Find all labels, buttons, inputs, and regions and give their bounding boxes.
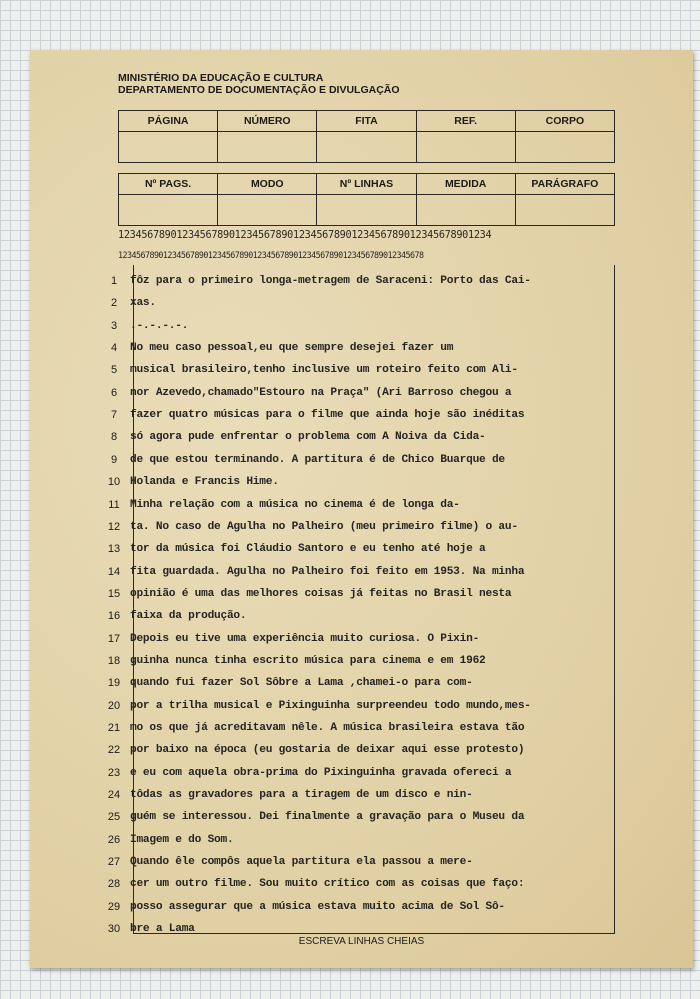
line-number: 19 <box>107 677 121 690</box>
line-number: 24 <box>107 789 121 802</box>
field-fita <box>317 132 416 163</box>
label-corpo: CORPO <box>515 111 614 132</box>
typed-line: ta. No caso de Agulha no Palheiro (meu primeiro filme) o au- <box>130 520 518 533</box>
typed-line: por baixo na época (eu gostaria de deixar aqui esse protesto) <box>130 744 525 757</box>
field-num-pags <box>119 195 218 226</box>
typed-line: guinha nunca tinha escrito música para cinema e em 1962 <box>130 654 486 667</box>
typed-line: tôdas as gravadores para a tiragem de um disco e nin- <box>130 789 473 802</box>
label-numero: NÚMERO <box>218 111 317 132</box>
line-number: 11 <box>108 498 120 511</box>
line-number: 17 <box>107 632 121 645</box>
field-medida <box>416 195 515 226</box>
typed-line: .-.-.-.-. <box>130 319 189 332</box>
line-number: 12 <box>107 520 121 533</box>
typed-line: posso assegurar que a música estava muito acima de Sol Sô- <box>130 900 505 913</box>
form-table-bottom <box>118 173 615 226</box>
label-medida: MEDIDA <box>416 174 515 195</box>
line-number: 23 <box>107 766 121 779</box>
line-number: 10 <box>107 476 121 489</box>
field-num-linhas <box>317 195 416 226</box>
typed-line: Quando êle compôs aquela partitura ela passou a mere- <box>130 856 473 869</box>
typed-line: de que estou terminando. A partitura é de Chico Buarque de <box>130 453 505 466</box>
department-name: DEPARTAMENTO DE DOCUMENTAÇÃO E DIVULGAÇÃO <box>118 84 400 96</box>
label-ref: REF. <box>416 111 515 132</box>
typed-line: Minha relação com a música no cinema é de longa da- <box>130 498 460 511</box>
line-number: 6 <box>110 386 118 399</box>
typed-line: Holanda e Francis Hime. <box>130 476 279 489</box>
typed-line: mo os que já acreditavam nêle. A música brasileira estava tão <box>130 722 525 734</box>
typed-line: No meu caso pessoal,eu que sempre desejei fazer um <box>130 342 454 355</box>
typed-line: e eu com aquela obra-prima do Pixinguinha gravada ofereci a <box>130 766 512 779</box>
typed-line: fazer quatro músicas para o filme que ainda hoje são inéditas <box>130 409 525 422</box>
line-number: 27 <box>107 856 121 869</box>
line-number: 13 <box>107 543 121 556</box>
typed-line: opinião é uma das melhores coisas já feitas no Brasil nesta <box>130 587 512 600</box>
field-numero <box>218 132 317 163</box>
label-paragrafo: PARÁGRAFO <box>515 174 614 195</box>
line-number: 2 <box>110 297 118 310</box>
line-number: 5 <box>110 364 118 377</box>
typed-line: só agora pude enfrentar o problema com A Noiva da Cida- <box>130 431 486 444</box>
line-number: 4 <box>110 342 118 355</box>
line-number: 30 <box>107 923 121 936</box>
label-modo: MODO <box>218 174 317 195</box>
typed-line: Depois eu tive uma experiência muito curiosa. O Pixin- <box>130 632 480 645</box>
line-number: 15 <box>107 587 121 600</box>
field-ref <box>416 132 515 163</box>
column-ruler-bottom: 12345678901234567890123456789012345678901234567890123456789012345678 <box>118 250 424 260</box>
typed-line: guém se interessou. Dei finalmente a gravação para o Museu da <box>130 811 525 824</box>
line-number: 25 <box>107 811 121 824</box>
typed-line: bre a Lama <box>130 923 195 936</box>
typed-line: fita guardada. Agulha no Palheiro foi feito em 1953. Na minha <box>130 565 525 578</box>
line-number: 21 <box>107 722 121 734</box>
line-number: 3 <box>110 319 118 332</box>
typed-line: faixa da produção. <box>130 610 247 623</box>
typed-line: Imagem e do Som. <box>130 833 234 846</box>
field-pagina <box>119 132 218 163</box>
label-num-pags: Nº PAGS. <box>119 174 218 195</box>
line-number: 9 <box>110 453 118 466</box>
typed-line: musical brasileiro,tenho inclusive um roteiro feito com Ali- <box>130 364 518 377</box>
typed-line: por a trilha musical e Pixinguinha surpreendeu todo mundo,mes- <box>130 699 531 712</box>
ministry-name: MINISTÉRIO DA EDUCAÇÃO E CULTURA <box>118 72 324 84</box>
typed-line: xas. <box>130 297 156 310</box>
typed-line: cer um outro filme. Sou muito crítico com as coisas que faço: <box>130 878 525 891</box>
typed-line: nor Azevedo,chamado"Estouro na Praça" (Ari Barroso chegou a <box>130 386 512 399</box>
label-fita: FITA <box>317 111 416 132</box>
line-number: 29 <box>107 900 121 913</box>
typed-line: tor da música foi Cláudio Santoro e eu tenho até hoje a <box>130 543 486 556</box>
line-number: 22 <box>107 744 121 757</box>
document-page <box>30 50 693 968</box>
typed-line: quando fui fazer Sol Sôbre a Lama ,chamei-o para com- <box>130 677 473 690</box>
line-number: 7 <box>110 409 118 422</box>
column-ruler-top: 1234567890123456789012345678901234567890123456789012345678901234 <box>118 230 492 241</box>
label-pagina: PÁGINA <box>119 111 218 132</box>
line-number: 1 <box>110 275 118 287</box>
line-number: 14 <box>107 565 121 578</box>
line-number: 8 <box>110 431 118 444</box>
field-corpo <box>515 132 614 163</box>
line-number: 20 <box>107 699 121 712</box>
typed-line: fôz para o primeiro longa-metragem de Saraceni: Porto das Cai- <box>130 275 531 287</box>
line-number: 18 <box>107 654 121 667</box>
letterhead <box>118 72 400 96</box>
line-number: 16 <box>107 610 121 623</box>
form-table-top <box>118 110 615 163</box>
field-modo <box>218 195 317 226</box>
footer-instruction: ESCREVA LINHAS CHEIAS <box>298 936 425 947</box>
line-number: 26 <box>107 833 121 846</box>
field-paragrafo <box>515 195 614 226</box>
line-number: 28 <box>107 878 121 891</box>
label-num-linhas: Nº LINHAS <box>317 174 416 195</box>
